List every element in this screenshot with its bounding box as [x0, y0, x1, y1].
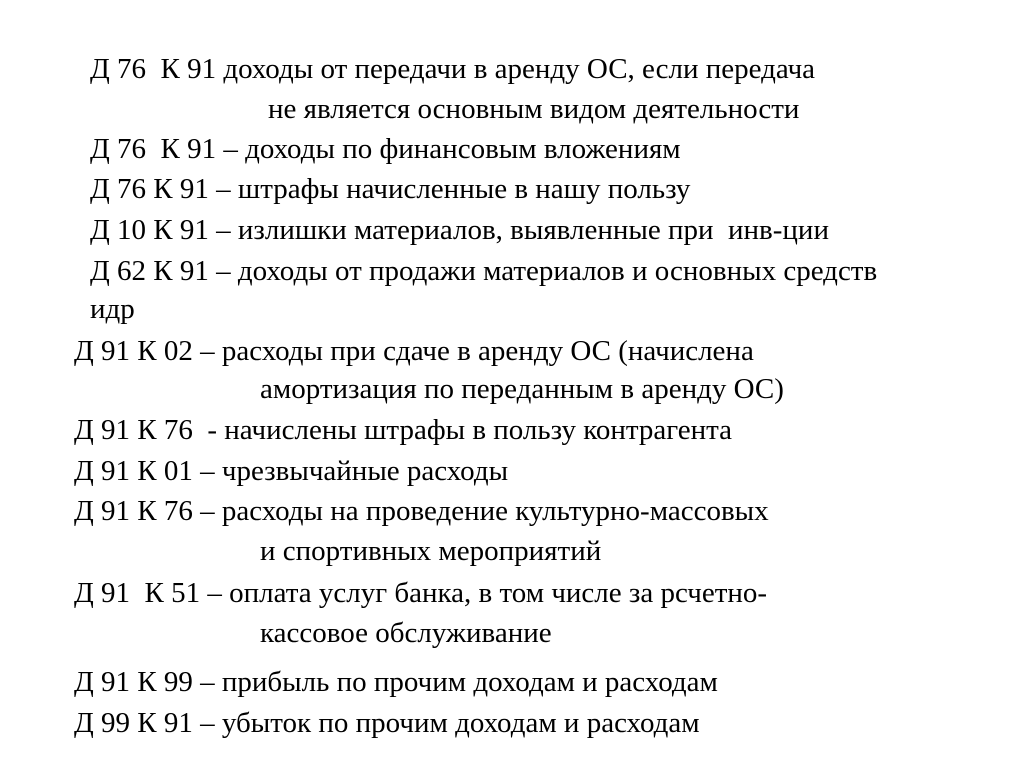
entry-expense-5-line2: кассовое обслуживание [260, 617, 552, 649]
entry-income-1-line2: не является основным видом деятельности [268, 93, 800, 125]
entry-income-3: Д 76 К 91 – штрафы начисленные в нашу пользу [90, 173, 691, 205]
entry-expense-1-line1: Д 91 К 02 – расходы при сдаче в аренду ОС (начислена [74, 335, 754, 367]
entry-result-loss: Д 99 К 91 – убыток по прочим доходам и расходам [74, 707, 700, 739]
entry-expense-3: Д 91 К 01 – чрезвычайные расходы [74, 455, 509, 487]
entry-expense-2: Д 91 К 76 - начислены штрафы в пользу контрагента [74, 414, 733, 446]
entry-income-5-line2: идр [90, 293, 135, 325]
entry-income-2: Д 76 К 91 – доходы по финансовым вложениям [90, 133, 681, 165]
entry-income-1-line1: Д 76 К 91 доходы от передачи в аренду ОС, если передача [90, 53, 816, 85]
entry-expense-5-line1: Д 91 К 51 – оплата услуг банка, в том числе за рсчетно- [74, 577, 768, 609]
entry-income-4: Д 10 К 91 – излишки материалов, выявленные при инв-ции [90, 214, 829, 246]
entry-expense-4-line1: Д 91 К 76 – расходы на проведение культурно-массовых [74, 495, 769, 527]
entry-result-profit: Д 91 К 99 – прибыль по прочим доходам и расходам [74, 666, 718, 698]
entry-expense-1-line2: амортизация по переданным в аренду ОС) [260, 373, 784, 405]
entry-income-5-line1: Д 62 К 91 – доходы от продажи материалов и основных средств [90, 255, 878, 287]
entry-expense-4-line2: и спортивных мероприятий [260, 535, 602, 567]
